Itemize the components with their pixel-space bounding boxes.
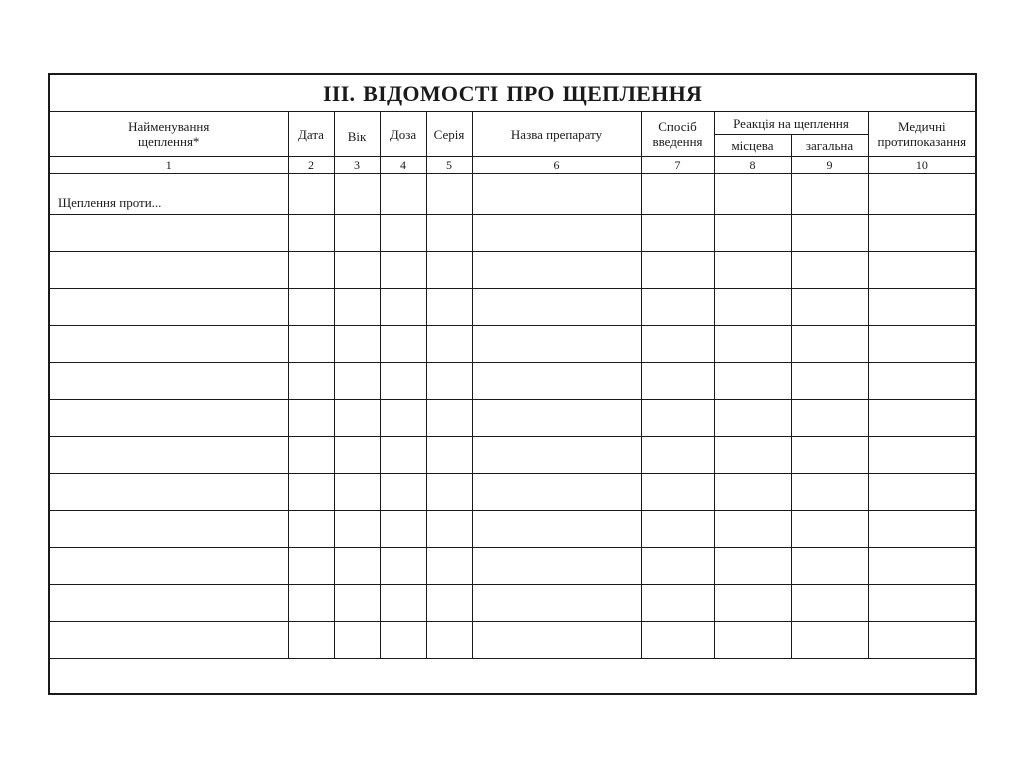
table-cell [472, 289, 641, 326]
table-cell [868, 252, 975, 289]
table-cell [791, 363, 868, 400]
table-cell [334, 474, 380, 511]
table-cell [288, 622, 334, 659]
col-header-reaction: Реакція на щеплення [714, 112, 868, 135]
table-row [50, 326, 975, 363]
table-row [50, 174, 975, 215]
table-row [50, 289, 975, 326]
table-cell [50, 326, 288, 363]
table-cell [714, 289, 791, 326]
table-cell [472, 400, 641, 437]
table-cell [288, 252, 334, 289]
table-row [50, 215, 975, 252]
table-row [50, 585, 975, 622]
table-cell [868, 622, 975, 659]
table-cell [380, 252, 426, 289]
table-cell [380, 511, 426, 548]
table-cell [380, 326, 426, 363]
table-cell [868, 215, 975, 252]
table-cell [334, 289, 380, 326]
table-cell [472, 511, 641, 548]
col-header-date: Дата [288, 112, 334, 157]
table-cell [426, 511, 472, 548]
table-cell [426, 585, 472, 622]
table-cell [714, 400, 791, 437]
table-cell [380, 174, 426, 215]
footer-cell [50, 659, 975, 695]
table-cell [288, 363, 334, 400]
table-cell [288, 511, 334, 548]
table-cell [791, 511, 868, 548]
table-cell [791, 289, 868, 326]
col-header-reaction-general: загальна [791, 135, 868, 157]
table-cell [714, 174, 791, 215]
table-cell [288, 326, 334, 363]
table-cell [714, 585, 791, 622]
table-cell [472, 215, 641, 252]
column-number: 2 [288, 157, 334, 174]
table-cell [868, 174, 975, 215]
table-cell [426, 174, 472, 215]
table-cell [868, 326, 975, 363]
table-cell [791, 326, 868, 363]
table-row [50, 363, 975, 400]
table-cell [426, 437, 472, 474]
table-cell [714, 474, 791, 511]
table-cell [50, 400, 288, 437]
table-cell [714, 622, 791, 659]
vaccination-form [48, 73, 977, 695]
table-cell [288, 474, 334, 511]
table-cell [50, 252, 288, 289]
column-number: 6 [472, 157, 641, 174]
table-cell [426, 326, 472, 363]
table-cell [334, 363, 380, 400]
table-cell [380, 437, 426, 474]
table-cell [380, 400, 426, 437]
table-cell [791, 548, 868, 585]
table-cell [472, 252, 641, 289]
table-cell [714, 326, 791, 363]
col-header-method: Спосіб введення [641, 112, 714, 157]
table-cell [868, 511, 975, 548]
table-cell [426, 215, 472, 252]
table-cell [641, 326, 714, 363]
table-cell [472, 585, 641, 622]
column-number: 4 [380, 157, 426, 174]
table-cell [868, 548, 975, 585]
table-cell [50, 511, 288, 548]
column-number: 5 [426, 157, 472, 174]
table-cell [714, 548, 791, 585]
col-header-drug-name: Назва препарату [472, 112, 641, 157]
table-cell [50, 474, 288, 511]
column-number: 1 [50, 157, 288, 174]
table-cell [472, 474, 641, 511]
table-cell [472, 363, 641, 400]
table-cell [791, 174, 868, 215]
column-number: 10 [868, 157, 975, 174]
table-cell [791, 252, 868, 289]
table-row [50, 437, 975, 474]
table-cell [641, 474, 714, 511]
col-header-name: Найменування щеплення* [50, 112, 288, 157]
col-header-reaction-local: місцева [714, 135, 791, 157]
table-row [50, 474, 975, 511]
table-cell [868, 363, 975, 400]
first-entry-label: Щеплення проти... [50, 174, 288, 215]
table-cell [714, 363, 791, 400]
table-cell [714, 437, 791, 474]
table-cell [641, 215, 714, 252]
table-cell [714, 252, 791, 289]
table-cell [641, 289, 714, 326]
footer-row [50, 659, 975, 695]
col-header-dose: Доза [380, 112, 426, 157]
table-cell [641, 437, 714, 474]
table-cell [791, 622, 868, 659]
table-cell [334, 174, 380, 215]
table-cell [426, 548, 472, 585]
table-cell [288, 548, 334, 585]
table-cell [334, 511, 380, 548]
table-cell [334, 215, 380, 252]
table-cell [868, 289, 975, 326]
table-cell [334, 437, 380, 474]
table-cell [288, 289, 334, 326]
form-title: ІІІ. ВІДОМОСТІ ПРО ЩЕПЛЕННЯ [50, 75, 975, 112]
table-cell [641, 252, 714, 289]
table-row [50, 252, 975, 289]
table-cell [472, 437, 641, 474]
table-cell [791, 400, 868, 437]
table-cell [426, 363, 472, 400]
table-row [50, 400, 975, 437]
table-cell [791, 437, 868, 474]
column-number: 3 [334, 157, 380, 174]
table-row [50, 511, 975, 548]
table-cell [288, 400, 334, 437]
table-cell [426, 289, 472, 326]
col-header-contraindications: Медичні протипоказання [868, 112, 975, 157]
table-cell [472, 326, 641, 363]
table-cell [380, 474, 426, 511]
column-number: 7 [641, 157, 714, 174]
table-cell [334, 252, 380, 289]
table-cell [868, 437, 975, 474]
table-cell [472, 548, 641, 585]
table-cell [288, 437, 334, 474]
table-cell [380, 363, 426, 400]
column-number: 9 [791, 157, 868, 174]
table-cell [288, 174, 334, 215]
table-cell [868, 400, 975, 437]
table-cell [714, 215, 791, 252]
table-cell [380, 548, 426, 585]
table-cell [380, 585, 426, 622]
table-cell [426, 622, 472, 659]
table-cell [334, 326, 380, 363]
table-cell [380, 289, 426, 326]
table-cell [791, 215, 868, 252]
col-header-series: Серія [426, 112, 472, 157]
table-cell [791, 474, 868, 511]
table-cell [641, 511, 714, 548]
table-cell [50, 622, 288, 659]
table-row [50, 622, 975, 659]
table-row [50, 548, 975, 585]
table-cell [641, 363, 714, 400]
table-cell [288, 585, 334, 622]
table-cell [334, 585, 380, 622]
table-cell [472, 174, 641, 215]
table-cell [426, 400, 472, 437]
table-cell [714, 511, 791, 548]
table-cell [426, 474, 472, 511]
table-cell [641, 622, 714, 659]
table-cell [50, 548, 288, 585]
table-cell [641, 174, 714, 215]
table-cell [868, 585, 975, 622]
table-cell [791, 585, 868, 622]
col-header-age: Вік [334, 112, 380, 157]
table-cell [288, 215, 334, 252]
vaccination-table [50, 75, 975, 694]
table-cell [380, 622, 426, 659]
table-cell [641, 585, 714, 622]
table-cell [334, 548, 380, 585]
table-cell [334, 622, 380, 659]
table-cell [50, 363, 288, 400]
table-cell [50, 215, 288, 252]
table-cell [472, 622, 641, 659]
table-cell [50, 289, 288, 326]
table-cell [334, 400, 380, 437]
table-cell [641, 400, 714, 437]
table-cell [50, 585, 288, 622]
table-cell [641, 548, 714, 585]
table-cell [868, 474, 975, 511]
table-cell [380, 215, 426, 252]
table-cell [50, 437, 288, 474]
table-cell [426, 252, 472, 289]
column-number: 8 [714, 157, 791, 174]
